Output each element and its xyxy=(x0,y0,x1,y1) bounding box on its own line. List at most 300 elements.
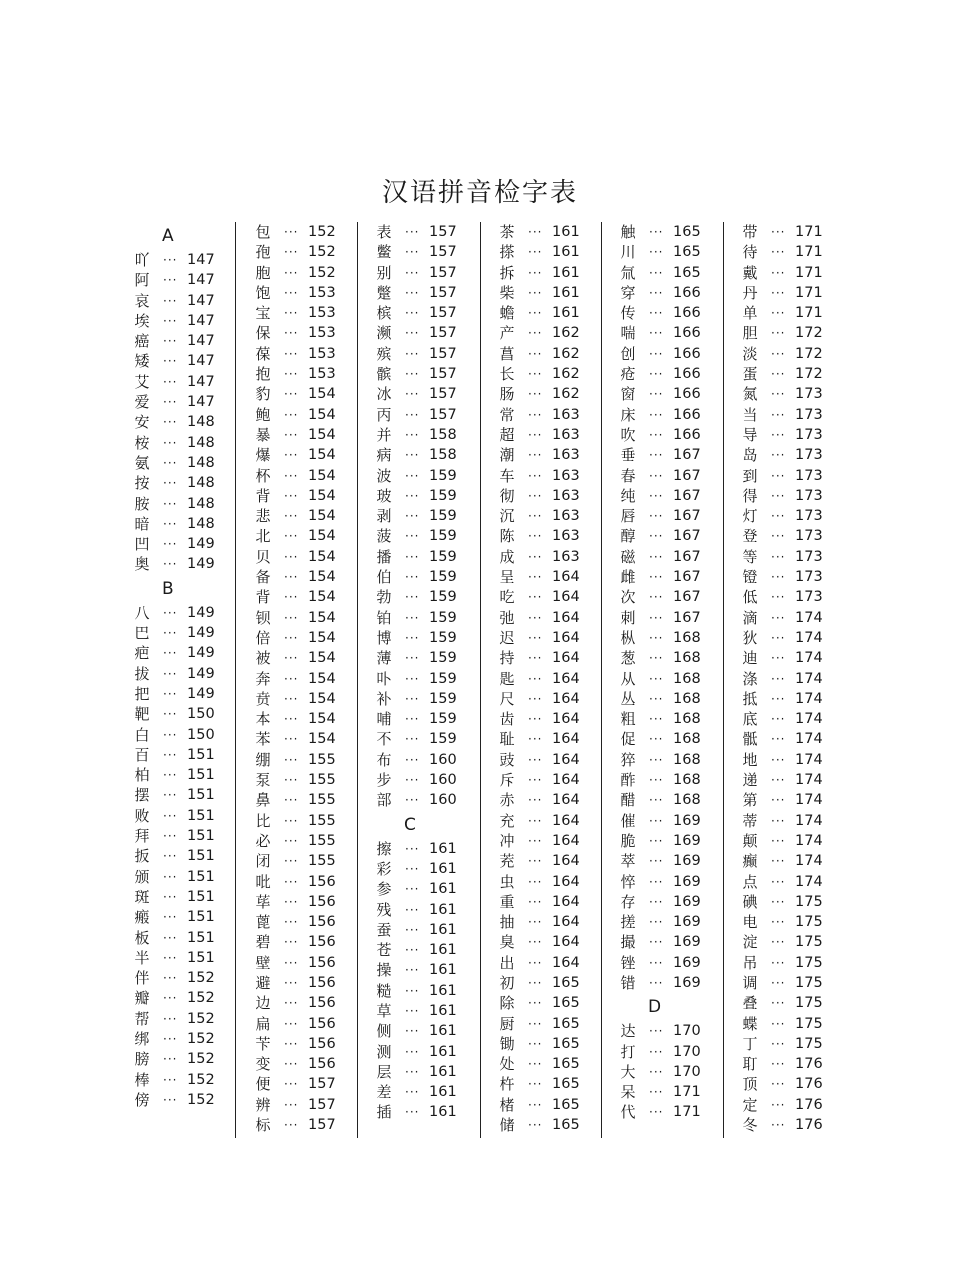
index-entry xyxy=(740,790,850,810)
index-entry xyxy=(374,384,484,404)
section-letter-label: C xyxy=(404,814,416,835)
entry-character: 长 xyxy=(499,365,515,384)
entry-page-number: 168 xyxy=(673,650,701,667)
entry-page-number: 154 xyxy=(308,447,336,464)
entry-character: 冬 xyxy=(742,1116,758,1135)
index-entry xyxy=(497,1074,607,1094)
index-entry xyxy=(253,425,363,445)
entry-page-number: 156 xyxy=(308,934,336,951)
leader-dots: ··· xyxy=(771,975,786,990)
leader-dots: ··· xyxy=(771,773,786,788)
index-column-6 xyxy=(740,222,850,1135)
entry-page-number: 176 xyxy=(795,1096,823,1113)
entry-page-number: 152 xyxy=(187,1010,215,1027)
leader-dots: ··· xyxy=(649,488,664,503)
entry-character: 并 xyxy=(376,425,392,444)
leader-dots: ··· xyxy=(163,293,178,308)
entry-character: 苯 xyxy=(255,730,271,749)
index-entry xyxy=(374,222,484,242)
entry-page-number: 154 xyxy=(308,670,336,687)
entry-character: 泵 xyxy=(255,771,271,790)
index-entry xyxy=(132,704,242,724)
entry-character: 脆 xyxy=(620,831,636,850)
entry-character: 低 xyxy=(742,588,758,607)
leader-dots: ··· xyxy=(284,306,299,321)
entry-character: 博 xyxy=(376,628,392,647)
entry-page-number: 172 xyxy=(795,366,823,383)
entry-character: 斥 xyxy=(499,771,515,790)
entry-page-number: 161 xyxy=(429,921,457,938)
entry-page-number: 172 xyxy=(795,325,823,342)
entry-character: 潮 xyxy=(499,446,515,465)
leader-dots: ··· xyxy=(405,509,420,524)
entry-character: 出 xyxy=(499,953,515,972)
entry-character: 楮 xyxy=(499,1095,515,1114)
entry-page-number: 167 xyxy=(673,589,701,606)
leader-dots: ··· xyxy=(284,570,299,585)
index-entry xyxy=(253,1014,363,1034)
entry-page-number: 159 xyxy=(429,629,457,646)
index-entry xyxy=(740,689,850,709)
entry-page-number: 168 xyxy=(673,711,701,728)
leader-dots: ··· xyxy=(405,367,420,382)
entry-character: 厨 xyxy=(499,1014,515,1033)
leader-dots: ··· xyxy=(405,488,420,503)
leader-dots: ··· xyxy=(405,326,420,341)
entry-character: 蟾 xyxy=(499,304,515,323)
entry-character: 涤 xyxy=(742,669,758,688)
index-entry xyxy=(497,567,607,587)
entry-character: 淡 xyxy=(742,344,758,363)
leader-dots: ··· xyxy=(405,983,420,998)
leader-dots: ··· xyxy=(163,1052,178,1067)
index-entry xyxy=(132,928,242,948)
leader-dots: ··· xyxy=(163,808,178,823)
entry-page-number: 165 xyxy=(673,244,701,261)
leader-dots: ··· xyxy=(405,1064,420,1079)
entry-page-number: 169 xyxy=(673,934,701,951)
index-entry xyxy=(132,392,242,412)
index-entry xyxy=(740,344,850,364)
leader-dots: ··· xyxy=(284,265,299,280)
index-entry xyxy=(497,445,607,465)
leader-dots: ··· xyxy=(405,943,420,958)
leader-dots: ··· xyxy=(405,590,420,605)
leader-dots: ··· xyxy=(528,265,543,280)
entry-page-number: 147 xyxy=(187,373,215,390)
entry-page-number: 165 xyxy=(552,1117,580,1134)
leader-dots: ··· xyxy=(771,225,786,239)
leader-dots: ··· xyxy=(649,1105,664,1120)
entry-page-number: 149 xyxy=(187,604,215,621)
leader-dots: ··· xyxy=(163,707,178,722)
leader-dots: ··· xyxy=(649,306,664,321)
entry-page-number: 170 xyxy=(673,1063,701,1080)
leader-dots: ··· xyxy=(284,1057,299,1072)
entry-character: 猝 xyxy=(620,750,636,769)
entry-page-number: 160 xyxy=(429,772,457,789)
index-entry xyxy=(374,750,484,770)
entry-page-number: 161 xyxy=(429,1023,457,1040)
leader-dots: ··· xyxy=(771,427,786,442)
entry-character: 测 xyxy=(376,1042,392,1061)
index-entry xyxy=(740,851,850,871)
leader-dots: ··· xyxy=(771,407,786,422)
leader-dots: ··· xyxy=(405,712,420,727)
leader-dots: ··· xyxy=(284,1097,299,1112)
index-entry xyxy=(497,648,607,668)
index-entry xyxy=(374,709,484,729)
index-entry xyxy=(618,608,728,628)
entry-character: 搓 xyxy=(620,913,636,932)
entry-page-number: 165 xyxy=(552,974,580,991)
index-entry xyxy=(374,879,484,899)
entry-page-number: 157 xyxy=(308,1076,336,1093)
entry-page-number: 155 xyxy=(308,772,336,789)
section-letter xyxy=(374,811,484,839)
leader-dots: ··· xyxy=(771,691,786,706)
entry-page-number: 176 xyxy=(795,1056,823,1073)
entry-character: 初 xyxy=(499,973,515,992)
index-entry xyxy=(132,1090,242,1110)
index-entry xyxy=(374,608,484,628)
entry-character: 殡 xyxy=(376,344,392,363)
entry-character: 抱 xyxy=(255,365,271,384)
entry-character: 变 xyxy=(255,1055,271,1074)
leader-dots: ··· xyxy=(649,955,664,970)
entry-page-number: 164 xyxy=(552,812,580,829)
leader-dots: ··· xyxy=(163,950,178,965)
leader-dots: ··· xyxy=(528,1077,543,1092)
entry-character: 醋 xyxy=(620,791,636,810)
index-entry xyxy=(740,587,850,607)
entry-page-number: 167 xyxy=(673,569,701,586)
leader-dots: ··· xyxy=(284,833,299,848)
entry-character: 矮 xyxy=(134,352,150,371)
index-entry xyxy=(132,372,242,392)
index-entry xyxy=(132,291,242,311)
index-entry xyxy=(253,750,363,770)
index-entry xyxy=(618,486,728,506)
entry-page-number: 175 xyxy=(795,1035,823,1052)
index-entry xyxy=(618,831,728,851)
column-divider xyxy=(601,222,602,1138)
entry-character: 定 xyxy=(742,1095,758,1114)
index-entry xyxy=(253,1034,363,1054)
leader-dots: ··· xyxy=(649,468,664,483)
entry-character: 电 xyxy=(742,913,758,932)
entry-character: 标 xyxy=(255,1116,271,1135)
entry-character: 得 xyxy=(742,486,758,505)
index-entry xyxy=(618,973,728,993)
entry-page-number: 164 xyxy=(552,934,580,951)
entry-character: 床 xyxy=(620,405,636,424)
index-entry xyxy=(618,953,728,973)
index-entry xyxy=(618,872,728,892)
leader-dots: ··· xyxy=(163,605,178,620)
leader-dots: ··· xyxy=(771,712,786,727)
entry-character: 八 xyxy=(134,603,150,622)
leader-dots: ··· xyxy=(649,1024,664,1039)
leader-dots: ··· xyxy=(649,732,664,747)
entry-character: 纯 xyxy=(620,486,636,505)
entry-page-number: 152 xyxy=(187,1051,215,1068)
leader-dots: ··· xyxy=(771,752,786,767)
index-entry xyxy=(497,425,607,445)
entry-character: 半 xyxy=(134,948,150,967)
entry-page-number: 157 xyxy=(429,366,457,383)
index-entry xyxy=(374,466,484,486)
entry-character: 播 xyxy=(376,547,392,566)
index-entry xyxy=(132,623,242,643)
leader-dots: ··· xyxy=(405,427,420,442)
index-entry xyxy=(497,323,607,343)
entry-character: 碘 xyxy=(742,892,758,911)
leader-dots: ··· xyxy=(284,1077,299,1092)
entry-page-number: 150 xyxy=(187,726,215,743)
entry-character: 柏 xyxy=(134,766,150,785)
leader-dots: ··· xyxy=(649,630,664,645)
entry-page-number: 148 xyxy=(187,515,215,532)
entry-character: 创 xyxy=(620,344,636,363)
index-entry xyxy=(374,344,484,364)
section-letter-label: B xyxy=(162,578,174,599)
leader-dots: ··· xyxy=(405,529,420,544)
index-entry xyxy=(132,331,242,351)
entry-page-number: 153 xyxy=(308,325,336,342)
leader-dots: ··· xyxy=(649,245,664,260)
leader-dots: ··· xyxy=(528,894,543,909)
index-entry xyxy=(132,725,242,745)
entry-character: 棒 xyxy=(134,1070,150,1089)
index-entry xyxy=(740,1054,850,1074)
entry-page-number: 169 xyxy=(673,974,701,991)
entry-page-number: 152 xyxy=(308,244,336,261)
leader-dots: ··· xyxy=(771,833,786,848)
leader-dots: ··· xyxy=(649,854,664,869)
entry-page-number: 148 xyxy=(187,475,215,492)
leader-dots: ··· xyxy=(284,549,299,564)
entry-character: 把 xyxy=(134,684,150,703)
leader-dots: ··· xyxy=(649,1044,664,1059)
leader-dots: ··· xyxy=(284,407,299,422)
entry-character: 点 xyxy=(742,872,758,891)
leader-dots: ··· xyxy=(771,793,786,808)
index-entry xyxy=(497,1115,607,1135)
index-entry xyxy=(253,1054,363,1074)
section-letter-label: A xyxy=(162,226,174,246)
leader-dots: ··· xyxy=(163,435,178,450)
entry-character: 登 xyxy=(742,527,758,546)
entry-page-number: 163 xyxy=(552,467,580,484)
entry-character: 穿 xyxy=(620,283,636,302)
entry-page-number: 164 xyxy=(552,569,580,586)
leader-dots: ··· xyxy=(405,793,420,808)
entry-page-number: 159 xyxy=(429,650,457,667)
entry-page-number: 154 xyxy=(308,711,336,728)
leader-dots: ··· xyxy=(284,427,299,442)
entry-page-number: 148 xyxy=(187,434,215,451)
entry-page-number: 166 xyxy=(673,426,701,443)
entry-character: 扳 xyxy=(134,847,150,866)
entry-character: 虫 xyxy=(499,872,515,891)
index-entry xyxy=(253,1095,363,1115)
index-entry xyxy=(253,526,363,546)
entry-page-number: 161 xyxy=(429,881,457,898)
leader-dots: ··· xyxy=(528,468,543,483)
leader-dots: ··· xyxy=(163,273,178,288)
leader-dots: ··· xyxy=(163,455,178,470)
leader-dots: ··· xyxy=(649,1085,664,1100)
entry-page-number: 159 xyxy=(429,487,457,504)
entry-character: 糙 xyxy=(376,981,392,1000)
leader-dots: ··· xyxy=(405,387,420,402)
entry-page-number: 174 xyxy=(795,751,823,768)
leader-dots: ··· xyxy=(163,991,178,1006)
leader-dots: ··· xyxy=(649,894,664,909)
leader-dots: ··· xyxy=(649,975,664,990)
entry-character: 萃 xyxy=(620,852,636,871)
entry-character: 葱 xyxy=(620,649,636,668)
index-entry xyxy=(497,770,607,790)
entry-page-number: 173 xyxy=(795,447,823,464)
entry-character: 膀 xyxy=(134,1050,150,1069)
index-entry xyxy=(740,405,850,425)
entry-page-number: 171 xyxy=(673,1084,701,1101)
entry-character: 擦 xyxy=(376,839,392,858)
index-entry xyxy=(740,973,850,993)
leader-dots: ··· xyxy=(405,245,420,260)
entry-character: 吊 xyxy=(742,953,758,972)
index-entry xyxy=(740,486,850,506)
index-entry xyxy=(374,1102,484,1122)
leader-dots: ··· xyxy=(649,610,664,625)
index-entry xyxy=(253,364,363,384)
leader-dots: ··· xyxy=(528,752,543,767)
leader-dots: ··· xyxy=(405,1024,420,1039)
entry-character: 茺 xyxy=(499,852,515,871)
entry-page-number: 173 xyxy=(795,467,823,484)
entry-character: 雌 xyxy=(620,568,636,587)
entry-page-number: 157 xyxy=(429,224,457,240)
entry-character: 储 xyxy=(499,1116,515,1135)
leader-dots: ··· xyxy=(771,610,786,625)
leader-dots: ··· xyxy=(163,313,178,328)
entry-character: 代 xyxy=(620,1103,636,1122)
entry-page-number: 163 xyxy=(552,508,580,525)
leader-dots: ··· xyxy=(649,813,664,828)
entry-character: 瓣 xyxy=(134,989,150,1008)
leader-dots: ··· xyxy=(528,387,543,402)
index-column-2 xyxy=(253,222,363,1135)
entry-character: 锄 xyxy=(499,1034,515,1053)
index-entry xyxy=(253,1115,363,1135)
leader-dots: ··· xyxy=(405,841,420,856)
index-entry xyxy=(253,344,363,364)
leader-dots: ··· xyxy=(405,225,420,239)
leader-dots: ··· xyxy=(163,727,178,742)
index-entry xyxy=(618,1042,728,1062)
index-entry xyxy=(132,664,242,684)
leader-dots: ··· xyxy=(528,1057,543,1072)
index-entry xyxy=(132,1070,242,1090)
entry-page-number: 164 xyxy=(552,792,580,809)
leader-dots: ··· xyxy=(284,367,299,382)
entry-character: 层 xyxy=(376,1062,392,1081)
entry-page-number: 165 xyxy=(673,224,701,240)
entry-page-number: 174 xyxy=(795,711,823,728)
entry-character: 靶 xyxy=(134,705,150,724)
entry-character: 闭 xyxy=(255,852,271,871)
entry-page-number: 164 xyxy=(552,629,580,646)
index-entry xyxy=(253,466,363,486)
index-entry xyxy=(497,405,607,425)
index-entry xyxy=(132,603,242,623)
entry-character: 胆 xyxy=(742,324,758,343)
entry-character: 拔 xyxy=(134,664,150,683)
leader-dots: ··· xyxy=(649,671,664,686)
entry-page-number: 158 xyxy=(429,426,457,443)
leader-dots: ··· xyxy=(528,1036,543,1051)
index-entry xyxy=(253,669,363,689)
entry-character: 贝 xyxy=(255,547,271,566)
leader-dots: ··· xyxy=(528,326,543,341)
entry-character: 波 xyxy=(376,466,392,485)
entry-page-number: 157 xyxy=(429,345,457,362)
leader-dots: ··· xyxy=(771,448,786,463)
leader-dots: ··· xyxy=(528,955,543,970)
index-entry xyxy=(374,506,484,526)
index-entry xyxy=(374,859,484,879)
index-entry xyxy=(740,729,850,749)
entry-character: 卟 xyxy=(376,669,392,688)
leader-dots: ··· xyxy=(771,265,786,280)
entry-character: 奥 xyxy=(134,555,150,574)
entry-page-number: 161 xyxy=(552,284,580,301)
entry-character: 傍 xyxy=(134,1090,150,1109)
entry-page-number: 164 xyxy=(552,650,580,667)
index-entry xyxy=(253,892,363,912)
entry-character: 爆 xyxy=(255,446,271,465)
leader-dots: ··· xyxy=(649,509,664,524)
leader-dots: ··· xyxy=(405,610,420,625)
entry-character: 醇 xyxy=(620,527,636,546)
entry-character: 抽 xyxy=(499,913,515,932)
leader-dots: ··· xyxy=(528,712,543,727)
index-entry xyxy=(132,887,242,907)
leader-dots: ··· xyxy=(649,346,664,361)
leader-dots: ··· xyxy=(405,1044,420,1059)
entry-character: 本 xyxy=(255,710,271,729)
entry-page-number: 163 xyxy=(552,487,580,504)
index-entry xyxy=(497,486,607,506)
entry-page-number: 167 xyxy=(673,508,701,525)
entry-page-number: 173 xyxy=(795,487,823,504)
entry-character: 戴 xyxy=(742,263,758,282)
index-entry xyxy=(374,689,484,709)
leader-dots: ··· xyxy=(528,671,543,686)
index-entry xyxy=(132,412,242,432)
index-entry xyxy=(374,323,484,343)
entry-character: 包 xyxy=(255,223,271,241)
leader-dots: ··· xyxy=(771,915,786,930)
index-entry xyxy=(374,1082,484,1102)
entry-character: 氮 xyxy=(742,385,758,404)
entry-character: 勃 xyxy=(376,588,392,607)
leader-dots: ··· xyxy=(528,529,543,544)
leader-dots: ··· xyxy=(528,833,543,848)
leader-dots: ··· xyxy=(649,285,664,300)
